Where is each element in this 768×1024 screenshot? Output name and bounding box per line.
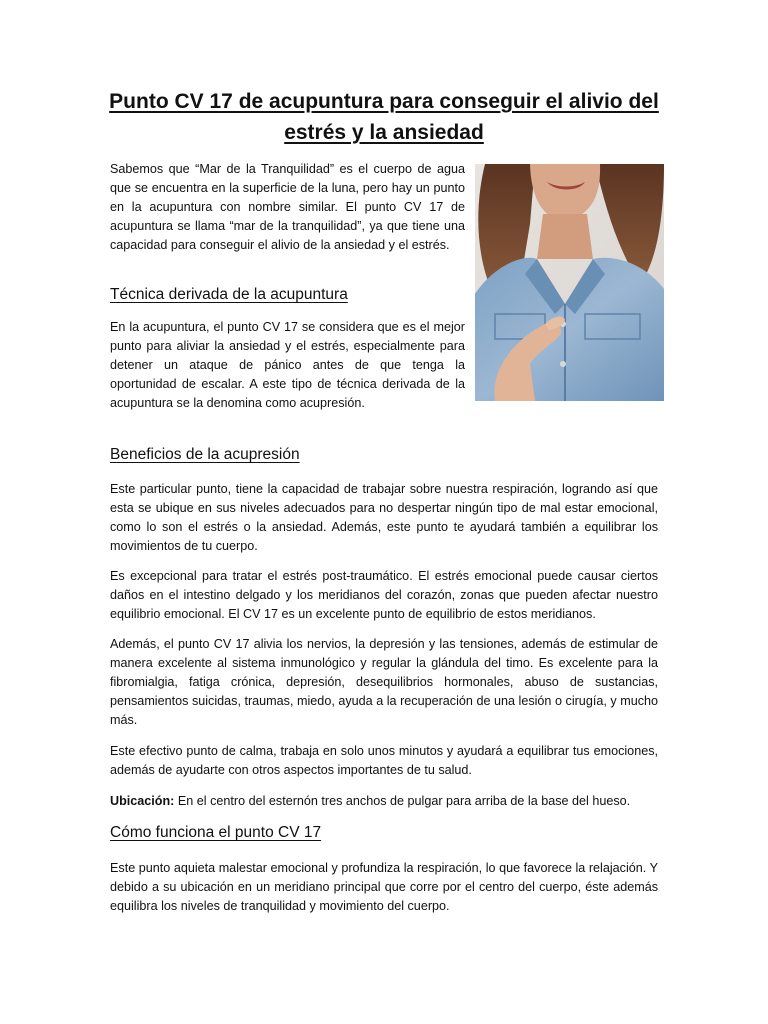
photo-image xyxy=(475,164,664,401)
ubicacion-label: Ubicación: xyxy=(110,794,175,808)
ubicacion-paragraph xyxy=(110,792,658,811)
section-heading-tecnica: Técnica derivada de la acupuntura xyxy=(110,286,348,303)
como-funciona-paragraph: Este punto aquieta malestar emocional y profundiza la respiración, lo que favorece la relajación. Y debido a su ubicación en un meridiano principal que corre por el centro del cuerpo, éste además equilibra los niveles de tranquilidad y movimiento del cuerpo. xyxy=(110,861,658,913)
beneficios-paragraph-2: Es excepcional para tratar el estrés post-traumático. El estrés emocional puede causar ciertos daños en el intestino delgado y los meridianos del corazón, zonas que pueden afectar nuestro equilibrio emocional. El CV 17 es un excelente punto de equilibrio de estos meridianos. xyxy=(110,569,658,621)
section-tecnica-paragraph: En la acupuntura, el punto CV 17 se considera que es el mejor punto para aliviar la ansiedad y el estrés, especialmente para detener un ataque de pánico antes de que tenga la oportunidad de escalar. A este tipo de técnica derivada de la acupuntura se la denomina como acupresión. xyxy=(110,320,465,410)
ubicacion-text: En el centro del esternón tres anchos de pulgar para arriba de la base del hueso. xyxy=(177,794,631,808)
section-heading-como-funciona: Cómo funciona el punto CV 17 xyxy=(110,824,322,841)
intro-paragraph: Sabemos que “Mar de la Tranquilidad” es el cuerpo de agua que se encuentra en la superficie de la luna, pero hay un punto en la acupuntura con nombre similar. El punto CV 17 de acupuntura se llama “mar de la tranquilidad”, ya que tiene una capacidad para conseguir el alivio de la ansiedad y el estrés. xyxy=(110,162,465,252)
beneficios-paragraph-1: Este particular punto, tiene la capacidad de trabajar sobre nuestra respiración, logrando así que esta se ubique en sus niveles adecuados para no despertar ningún tipo de mal estar emocional, como lo son el estrés o la ansiedad. Además, este punto te ayudará también a equilibrar los movimientos de tu cuerpo. xyxy=(110,482,658,553)
beneficios-paragraph-3: Además, el punto CV 17 alivia los nervios, la depresión y las tensiones, además de estimular de manera excelente al sistema inmunológico y regular la glándula del timo. Es excelente para la fibromialgia, fatiga crónica, depresión, desequilibrios hormonales, abuso de sustancias, pensamientos suicidas, traumas, miedo, ayuda a la recuperación de una lesión o cirugía, y mucho más. xyxy=(110,637,658,727)
section-heading-beneficios: Beneficios de la acupresión xyxy=(110,446,300,463)
photo-woman-denim-shirt xyxy=(475,164,664,401)
page-title: Punto CV 17 de acupuntura para conseguir el alivio del estrés y la ansiedad xyxy=(109,90,659,144)
beneficios-paragraph-4: Este efectivo punto de calma, trabaja en solo unos minutos y ayudará a equilibrar tus emociones, además de ayudarte con otros aspectos importantes de tu salud. xyxy=(110,744,658,777)
